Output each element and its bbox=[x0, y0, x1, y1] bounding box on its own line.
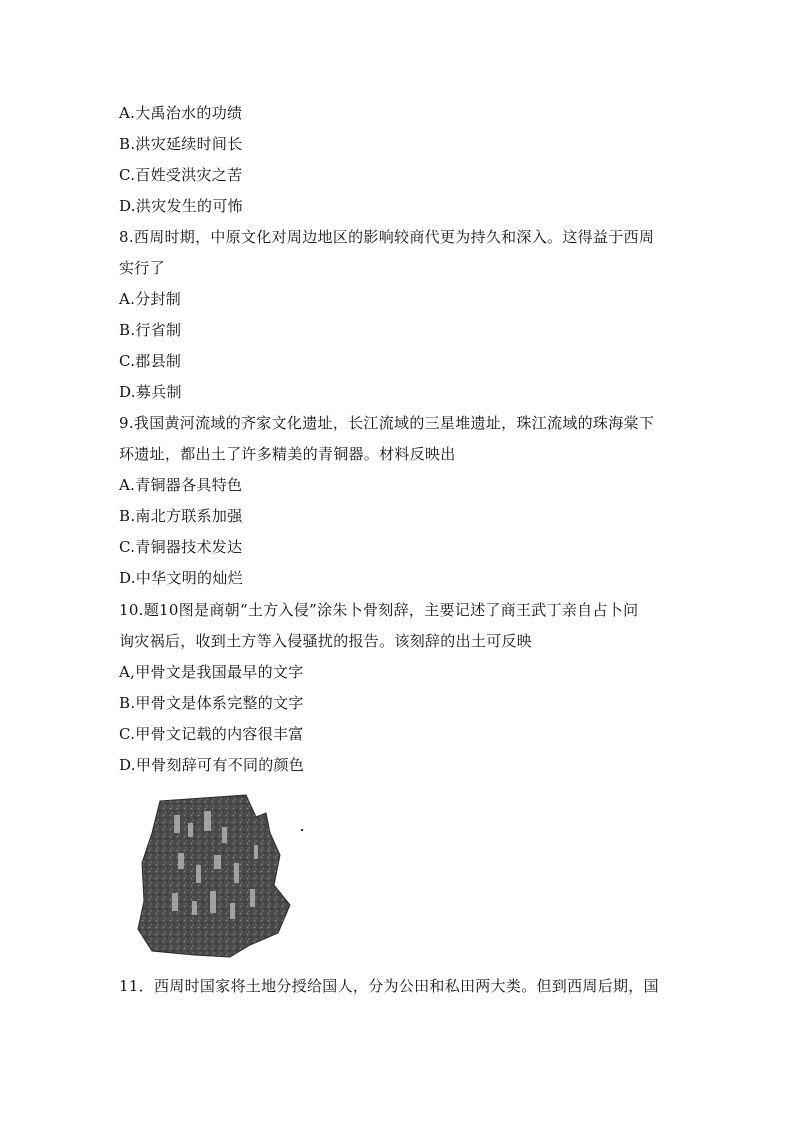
q8-option-c: C.郡县制 bbox=[119, 352, 182, 370]
q10-option-b: B.甲骨文是体系完整的文字 bbox=[119, 694, 304, 712]
q7-option-a: A.大禹治水的功绩 bbox=[119, 104, 243, 122]
q10-option-a: A,甲骨文是我国最早的文字 bbox=[119, 663, 304, 681]
q7-option-b: B.洪灾延续时间长 bbox=[119, 135, 243, 153]
q8-stem-line1: 8.西周时期，中原文化对周边地区的影响较商代更为持久和深入。这得益于西周 bbox=[119, 228, 655, 246]
q9-stem-line2: 环遗址，都出土了许多精美的青铜器。材料反映出 bbox=[119, 445, 456, 463]
q7-option-d: D.洪灾发生的可怖 bbox=[119, 197, 243, 215]
q8-option-d: D.募兵制 bbox=[119, 383, 182, 401]
scan-speck bbox=[301, 829, 303, 831]
q7-option-c: C.百姓受洪灾之苦 bbox=[119, 166, 243, 184]
oracle-bone-rubbing-image bbox=[134, 793, 316, 963]
q9-option-a: A.青铜器各具特色 bbox=[119, 476, 243, 494]
q11-stem-line1: 11．西周时国家将土地分授给国人，分为公田和私田两大类。但到西周后期，国 bbox=[119, 977, 659, 995]
q10-option-d: D.甲骨刻辞可有不同的颜色 bbox=[119, 756, 305, 774]
q8-option-b: B.行省制 bbox=[119, 321, 182, 339]
q10-stem-line2: 询灾祸后，收到土方等入侵骚扰的报告。该刻辞的出土可反映 bbox=[119, 632, 533, 650]
q9-option-c: C.青铜器技术发达 bbox=[119, 538, 243, 556]
q9-option-d: D.中华文明的灿烂 bbox=[119, 569, 243, 587]
q10-option-c: C.甲骨文记载的内容很丰富 bbox=[119, 725, 304, 743]
q10-stem-line1: 10.题10图是商朝“土方入侵”涂朱卜骨刻辞，主要记述了商王武丁亲自占卜问 bbox=[119, 601, 639, 619]
q9-stem-line1: 9.我国黄河流域的齐家文化遗址，长江流域的三星堆遗址，珠江流域的珠海棠下 bbox=[119, 414, 655, 432]
rubbing-svg bbox=[134, 793, 316, 963]
q8-option-a: A.分封制 bbox=[119, 290, 182, 308]
q8-stem-line2: 实行了 bbox=[119, 259, 165, 277]
q9-option-b: B.南北方联系加强 bbox=[119, 507, 243, 525]
